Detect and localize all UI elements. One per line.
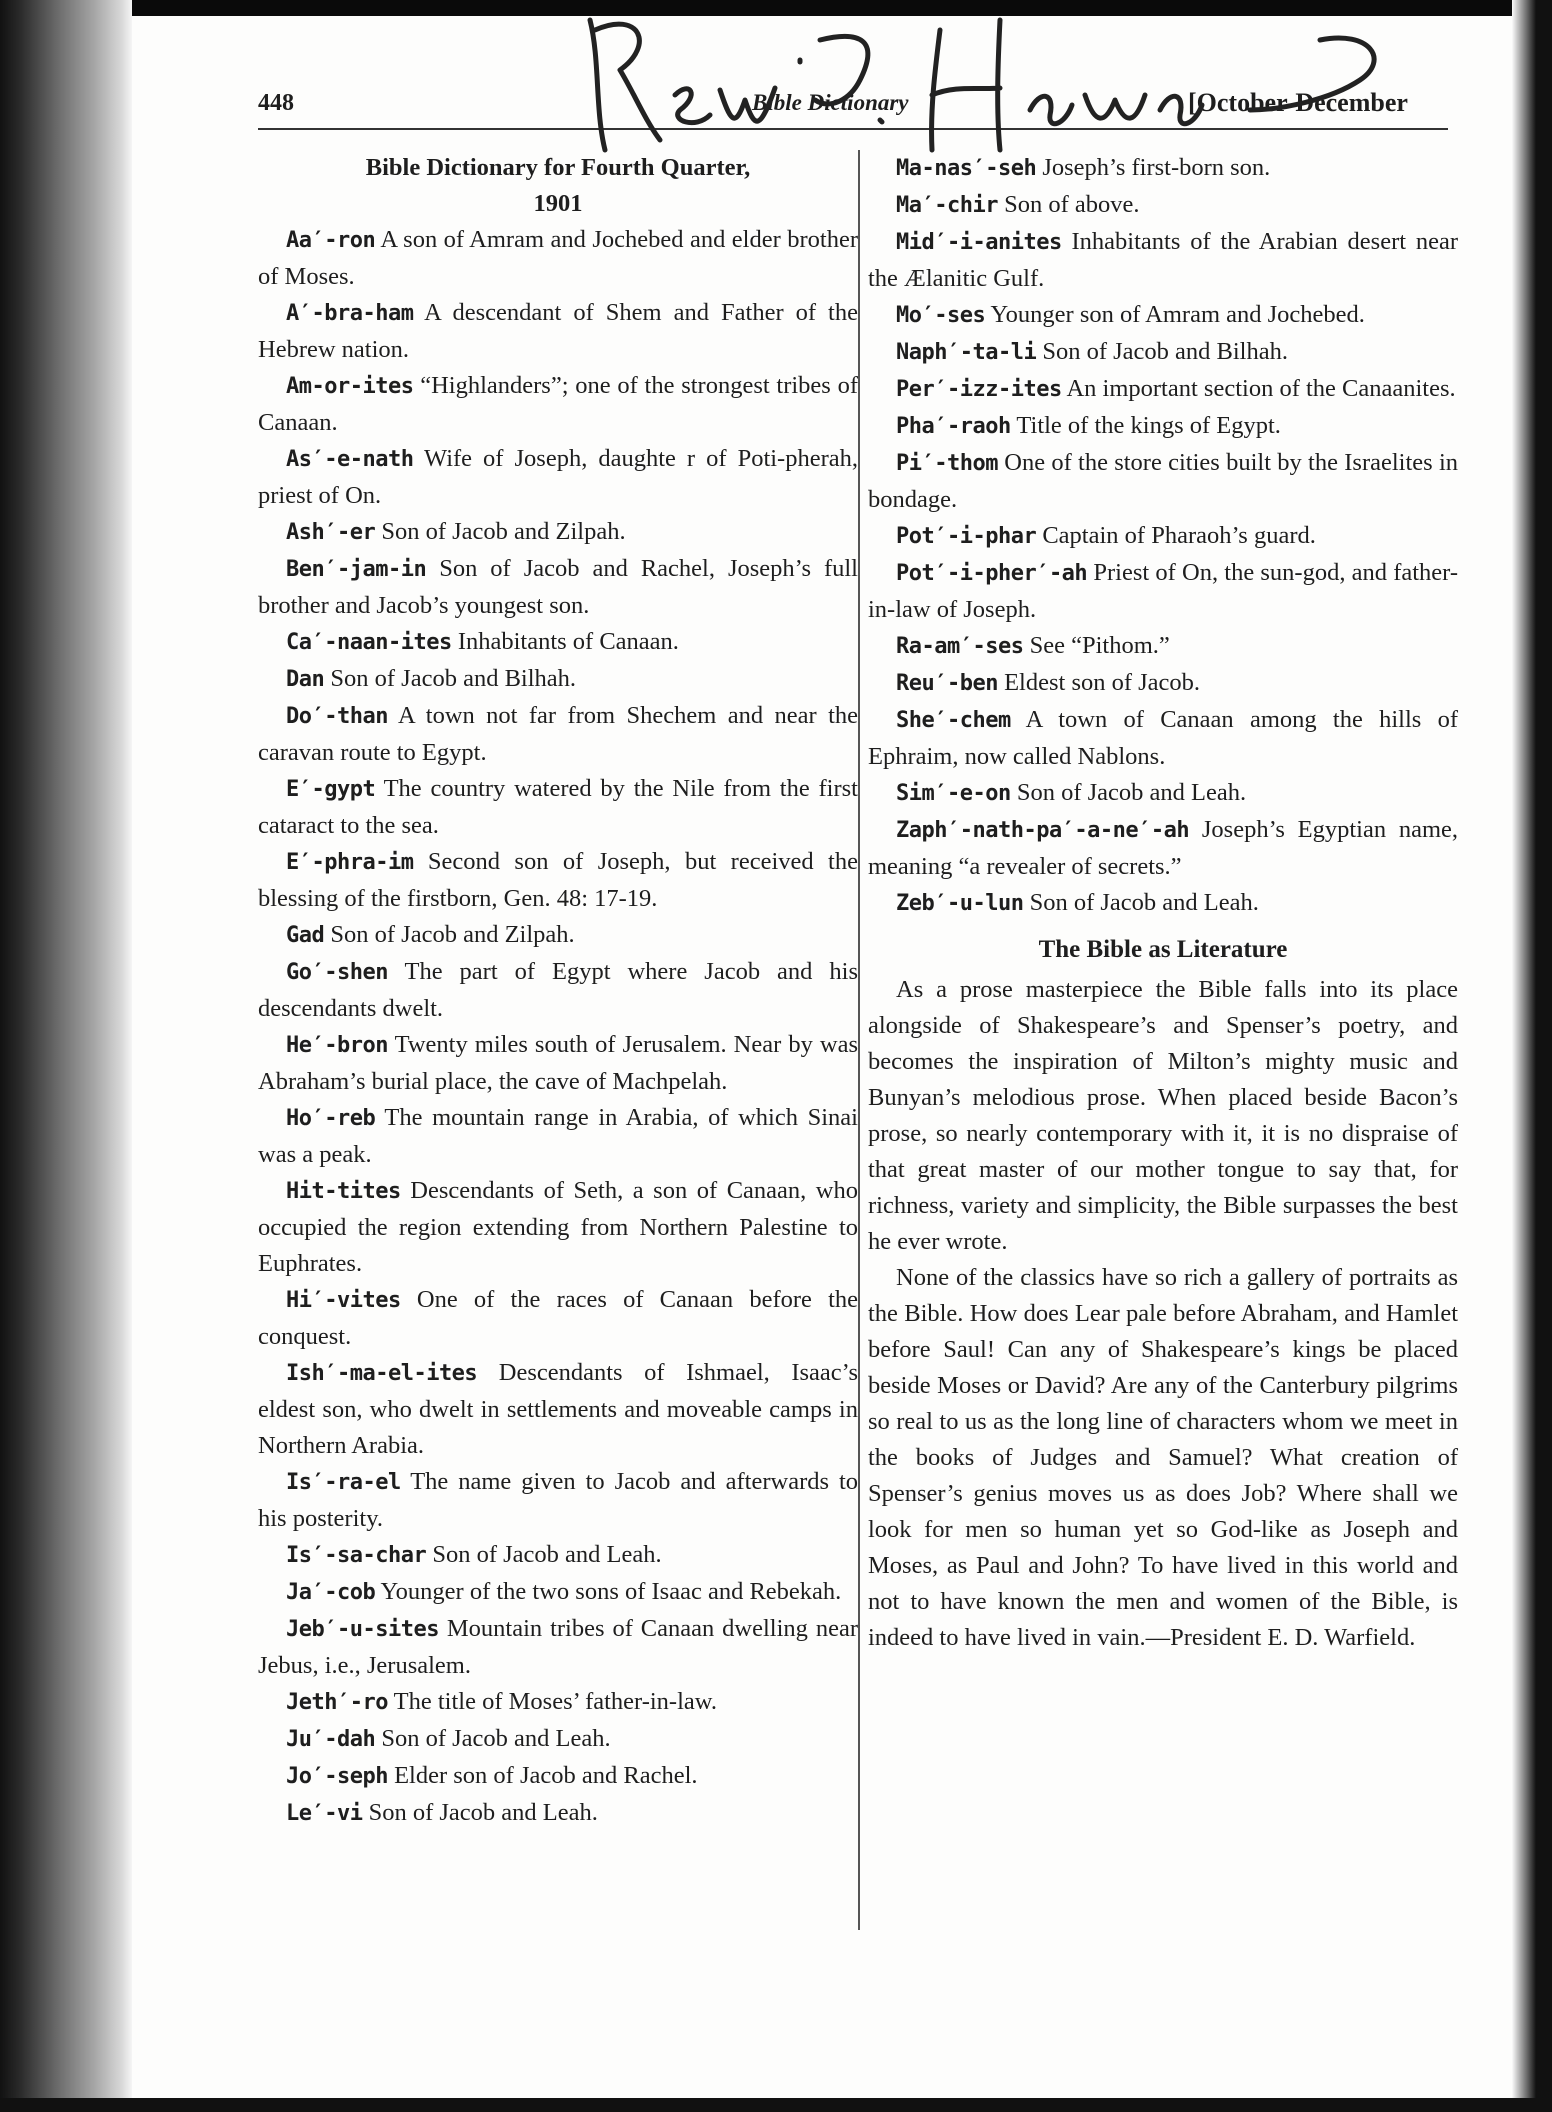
entry-term: Pot′-i-pher′-ah [896, 561, 1088, 586]
entry-definition: Descendants of Ishmael, Isaac’s eldest son, who dwelt in settlements and moveable camps in Northern Arabia. [258, 1359, 858, 1459]
book-binding [0, 0, 132, 2112]
entry-definition: An important section of the Canaanites. [1066, 375, 1456, 402]
dictionary-entry [868, 628, 1458, 665]
dictionary-entry [258, 1282, 858, 1355]
dictionary-entry [258, 771, 858, 844]
entry-term: Jeth′-ro [286, 1690, 388, 1715]
entry-definition: Son of Jacob and Leah. [1016, 779, 1247, 806]
dictionary-entry [258, 1611, 858, 1684]
entry-definition: Priest of On, the sun-god, and father-in-law of Joseph. [868, 559, 1459, 623]
entry-definition: Elder son of Jacob and Rachel. [394, 1762, 698, 1789]
dictionary-entry [868, 555, 1458, 628]
dictionary-entry [868, 187, 1458, 224]
entry-term: Hi′-vites [286, 1288, 401, 1313]
dictionary-entry [868, 445, 1458, 518]
dictionary-entry [258, 624, 858, 661]
entry-definition: One of the races of Canaan before the conquest. [258, 1286, 859, 1350]
entry-definition: The mountain range in Arabia, of which Sinai was a peak. [258, 1104, 858, 1168]
entry-definition: Inhabitants of the Arabian desert near the Ælanitic Gulf. [868, 228, 1459, 292]
entry-term: Sim′-e-on [896, 781, 1011, 806]
entry-term: Per′-izz-ites [896, 377, 1062, 402]
entry-definition: Son of Jacob and Bilhah. [1042, 338, 1288, 365]
dictionary-entry [868, 297, 1458, 334]
dictionary-entry [868, 702, 1458, 775]
dictionary-entry [258, 295, 858, 368]
dictionary-entry [868, 408, 1458, 445]
scan-border-bottom [0, 2098, 1552, 2112]
entry-definition: The name given to Jacob and afterwards to his posterity. [258, 1468, 858, 1532]
entry-term: Jo′-seph [286, 1764, 388, 1789]
entry-term: Ca′-naan-ites [286, 630, 452, 655]
entry-definition: One of the store cities built by the Israelites in bondage. [868, 449, 1459, 513]
entry-term: Jeb′-u-sites [286, 1617, 439, 1642]
dictionary-entry [258, 1027, 858, 1100]
entry-term: Pot′-i-phar [896, 524, 1037, 549]
page-edge-right [1512, 0, 1552, 2112]
running-title: Bible Dictionary [752, 90, 909, 115]
entry-definition: Son of Jacob and Zilpah. [381, 518, 626, 545]
dictionary-entry [868, 518, 1458, 555]
dictionary-entry [868, 224, 1458, 297]
entry-definition: Twenty miles south of Jerusalem. Near by was Abraham’s burial place, the cave of Machpelah. [258, 1031, 859, 1095]
entry-term: Aa′-ron [286, 228, 376, 253]
entry-term: Is′-sa-char [286, 1543, 427, 1568]
entry-definition: The part of Egypt where Jacob and his descendants dwelt. [258, 958, 858, 1022]
entry-term: Ash′-er [286, 520, 376, 545]
entry-definition: Son of Jacob and Leah. [1029, 889, 1259, 916]
dictionary-entry [868, 812, 1458, 885]
dictionary-column-left [258, 150, 858, 1832]
entry-term: Pi′-thom [896, 451, 998, 476]
entry-definition: Son of above. [1004, 191, 1140, 218]
dictionary-entry [258, 954, 858, 1027]
entry-term: Le′-vi [286, 1801, 363, 1826]
entry-definition: A town of Canaan among the hills of Ephraim, now called Nablons. [868, 706, 1458, 770]
entry-definition: Son of Jacob and Bilhah. [330, 665, 577, 692]
entry-definition: Joseph’s Egyptian name, meaning “a revealer of secrets.” [868, 816, 1459, 880]
entry-term: Am-or-ites [286, 374, 414, 399]
column-divider [858, 150, 860, 1930]
dictionary-entry [258, 368, 858, 441]
dictionary-entry [258, 1684, 858, 1721]
entry-definition: Eldest son of Jacob. [1004, 669, 1201, 696]
dictionary-column-right [868, 150, 1458, 1656]
entry-definition: Mountain tribes of Canaan dwelling near Jebus, i.e., Jerusalem. [258, 1615, 858, 1679]
dictionary-entry [258, 1100, 858, 1173]
entry-term: Ish′-ma-el-ites [286, 1361, 478, 1386]
dictionary-entry [258, 1574, 858, 1611]
dictionary-entries-left [258, 222, 858, 1832]
entry-definition: Joseph’s first-born son. [1042, 154, 1271, 181]
entry-definition: Son of Jacob and Leah. [368, 1799, 598, 1826]
entry-definition: The country watered by the Nile from the first cataract to the sea. [258, 775, 858, 839]
entry-definition: Son of Jacob and Zilpah. [330, 921, 575, 948]
entry-term: E′-phra-im [286, 850, 414, 875]
entry-definition: Son of Jacob and Leah. [381, 1725, 611, 1752]
entry-definition: See “Pithom.” [1029, 632, 1170, 659]
dictionary-entry [258, 661, 858, 698]
entry-term: Zaph′-nath-pa′-a-ne′-ah [896, 818, 1190, 843]
entry-term: Naph′-ta-li [896, 340, 1037, 365]
entry-term: Zeb′-u-lun [896, 891, 1024, 916]
entry-definition: Descendants of Seth, a son of Canaan, who occupied the region extending from Northern Palestine to Euphrates. [258, 1177, 859, 1277]
dictionary-entry [258, 1355, 858, 1464]
handwritten-signature [560, 0, 1390, 170]
entry-term: Ja′-cob [286, 1580, 376, 1605]
dictionary-entry [868, 665, 1458, 702]
dictionary-entry [258, 1795, 858, 1832]
entry-term: Go′-shen [286, 960, 388, 985]
page-number: 448 [258, 90, 294, 116]
running-section: [October-December [1188, 88, 1408, 117]
entry-term: As′-e-nath [286, 447, 414, 472]
entry-term: A′-bra-ham [286, 301, 414, 326]
dictionary-heading-year: 1901 [533, 190, 583, 217]
entry-term: Do′-than [286, 704, 388, 729]
entry-definition: “Highlanders”; one of the strongest tribes of Canaan. [258, 372, 858, 436]
entry-term: Mo′-ses [896, 303, 986, 328]
dictionary-entry [258, 514, 858, 551]
entry-definition: Son of Jacob and Leah. [432, 1541, 662, 1568]
dictionary-heading: Bible Dictionary for Fourth Quarter, [365, 154, 751, 181]
dictionary-entry [258, 1758, 858, 1795]
entry-definition: A town not far from Shechem and near the caravan route to Egypt. [258, 702, 858, 766]
entry-definition: Inhabitants of Canaan. [457, 628, 679, 655]
entry-definition: Captain of Pharaoh’s guard. [1042, 522, 1316, 549]
entry-definition: A son of Amram and Jochebed and elder brother of Moses. [258, 226, 858, 290]
literature-paragraph: None of the classics have so rich a gallery of portraits as the Bible. How does Lear pale before Abraham, and Hamlet before Saul! Can any of Shakespeare’s kings be placed beside Moses or David? Are any of the Canterbury pilgrims so real to us as the long line of characters whom we meet in the books of Judges and Samuel? What creation of Spenser’s genius moves us as does Job? Where shall we look for men so human yet so God-like as Joseph and Moses, as Paul and John? To have lived in this world and not to have known the men and women of the Bible, is indeed to have lived in vain.—President E. D. Warfield. [868, 1264, 1458, 1651]
entry-definition: Title of the kings of Egypt. [1016, 412, 1281, 439]
entry-definition: Wife of Joseph, daughte r of Poti-pherah, priest of On. [258, 445, 858, 509]
dictionary-entry [868, 371, 1458, 408]
entry-definition: Younger of the two sons of Isaac and Rebekah. [380, 1578, 842, 1605]
entry-term: Dan [286, 667, 325, 692]
entry-term: He′-bron [286, 1033, 388, 1058]
entry-term: She′-chem [896, 708, 1011, 733]
dictionary-entry [868, 885, 1458, 922]
entry-definition: Younger son of Amram and Jochebed. [990, 301, 1365, 328]
entry-definition: Second son of Joseph, but received the blessing of the firstborn, Gen. 48: 17-19. [258, 848, 858, 912]
dictionary-entry [258, 1173, 858, 1282]
entry-term: Ju′-dah [286, 1727, 376, 1752]
entry-definition: A descendant of Shem and Father of the Hebrew nation. [258, 299, 858, 363]
entry-term: Ma′-chir [896, 193, 998, 218]
dictionary-entry [868, 775, 1458, 812]
entry-term: Pha′-raoh [896, 414, 1011, 439]
entry-term: Gad [286, 923, 325, 948]
entry-term: Ra-am′-ses [896, 634, 1024, 659]
dictionary-entry [258, 917, 858, 954]
dictionary-entry [258, 551, 858, 624]
dictionary-entries-right [868, 150, 1458, 922]
dictionary-entry [258, 844, 858, 917]
dictionary-entry [868, 150, 1458, 187]
dictionary-entry [258, 1537, 858, 1574]
entry-term: Ho′-reb [286, 1106, 376, 1131]
entry-term: Reu′-ben [896, 671, 998, 696]
dictionary-entry [258, 1721, 858, 1758]
entry-term: Ma-nas′-seh [896, 156, 1037, 181]
literature-paragraph: As a prose masterpiece the Bible falls into its place alongside of Shakespeare’s and Spenser’s poetry, and becomes the inspiration of Milton’s mighty music and Bunyan’s melodious prose. When placed beside Bacon’s prose, so nearly contemporary with it, it is no dispraise of that great master of our mother tongue to say that, for richness, variety and simplicity, the Bible surpasses the best he ever wrote. [868, 976, 1458, 1255]
entry-term: E′-gypt [286, 777, 376, 802]
entry-term: Mid′-i-anites [896, 230, 1062, 255]
entry-term: Ben′-jam-in [286, 557, 427, 582]
dictionary-entry [258, 222, 858, 295]
entry-term: Hit-tites [286, 1179, 401, 1204]
entry-definition: The title of Moses’ father-in-law. [393, 1688, 717, 1715]
dictionary-entry [258, 441, 858, 514]
dictionary-entry [258, 698, 858, 771]
entry-definition: Son of Jacob and Rachel, Joseph’s full brother and Jacob’s youngest son. [258, 555, 858, 619]
dictionary-entry [868, 334, 1458, 371]
entry-term: Is′-ra-el [286, 1470, 401, 1495]
literature-title: The Bible as Literature [1038, 936, 1288, 963]
dictionary-entry [258, 1464, 858, 1537]
